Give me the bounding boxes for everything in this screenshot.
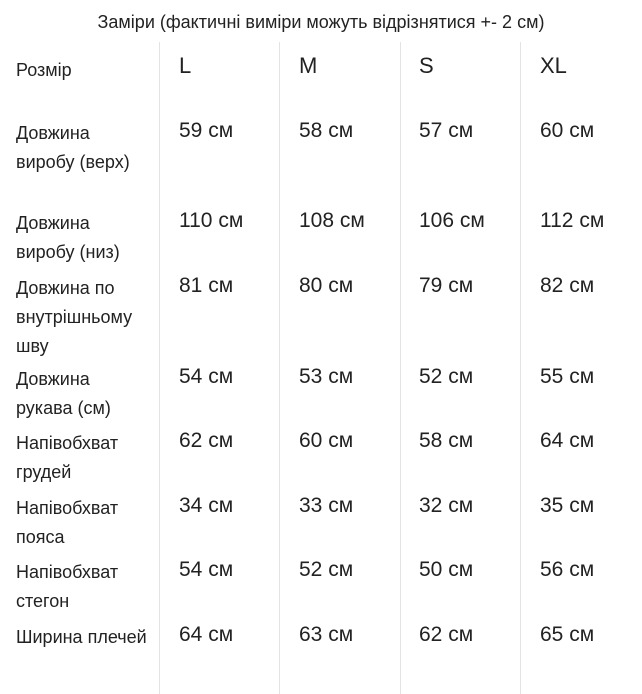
value-cell: 50 см	[419, 558, 474, 581]
row-label: Довжина виробу (верх)	[16, 123, 130, 172]
row-label: Довжина рукава (см)	[16, 369, 111, 418]
value-cell: 106 см	[419, 209, 485, 232]
value-cell: 64 см	[179, 623, 234, 646]
value-cell: 54 см	[179, 365, 234, 388]
column-divider	[400, 42, 401, 694]
value-cell: 60 см	[540, 119, 595, 142]
column-divider	[279, 42, 280, 694]
value-cell: 108 см	[299, 209, 365, 232]
value-cell: 57 см	[419, 119, 474, 142]
value-cell: 58 см	[299, 119, 354, 142]
size-header-cell: S	[419, 53, 434, 78]
column-divider	[520, 42, 521, 694]
value-cell: 34 см	[179, 494, 234, 517]
row-label: Довжина по внутрішньому шву	[16, 278, 133, 356]
value-cell: 62 см	[419, 623, 474, 646]
size-header-cell: L	[179, 53, 192, 78]
value-cell: 80 см	[299, 274, 354, 297]
row-label: Ширина плечей	[16, 627, 147, 647]
value-cell: 60 см	[299, 429, 354, 452]
value-cell: 55 см	[540, 365, 595, 388]
value-cell: 59 см	[179, 119, 234, 142]
value-cell: 52 см	[419, 365, 474, 388]
row-label: Напівобхват грудей	[16, 433, 119, 482]
size-header-label: Розмір	[16, 60, 72, 80]
size-header-cell: M	[299, 53, 318, 78]
value-cell: 62 см	[179, 429, 234, 452]
value-cell: 33 см	[299, 494, 354, 517]
value-cell: 58 см	[419, 429, 474, 452]
value-cell: 63 см	[299, 623, 354, 646]
value-cell: 54 см	[179, 558, 234, 581]
row-label: Напівобхват пояса	[16, 498, 119, 547]
row-label: Довжина виробу (низ)	[16, 213, 120, 262]
table-caption: Заміри (фактичні виміри можуть відрізнятися +- 2 см)	[97, 12, 545, 32]
row-label: Напівобхват стегон	[16, 562, 119, 611]
value-cell: 65 см	[540, 623, 595, 646]
value-cell: 53 см	[299, 365, 354, 388]
value-cell: 32 см	[419, 494, 474, 517]
column-divider	[159, 42, 160, 694]
value-cell: 52 см	[299, 558, 354, 581]
size-header-cell: XL	[540, 53, 567, 78]
value-cell: 82 см	[540, 274, 595, 297]
value-cell: 79 см	[419, 274, 474, 297]
value-cell: 112 см	[540, 209, 605, 232]
value-cell: 81 см	[179, 274, 234, 297]
value-cell: 35 см	[540, 494, 595, 517]
value-cell: 110 см	[179, 209, 244, 232]
value-cell: 56 см	[540, 558, 595, 581]
value-cell: 64 см	[540, 429, 595, 452]
